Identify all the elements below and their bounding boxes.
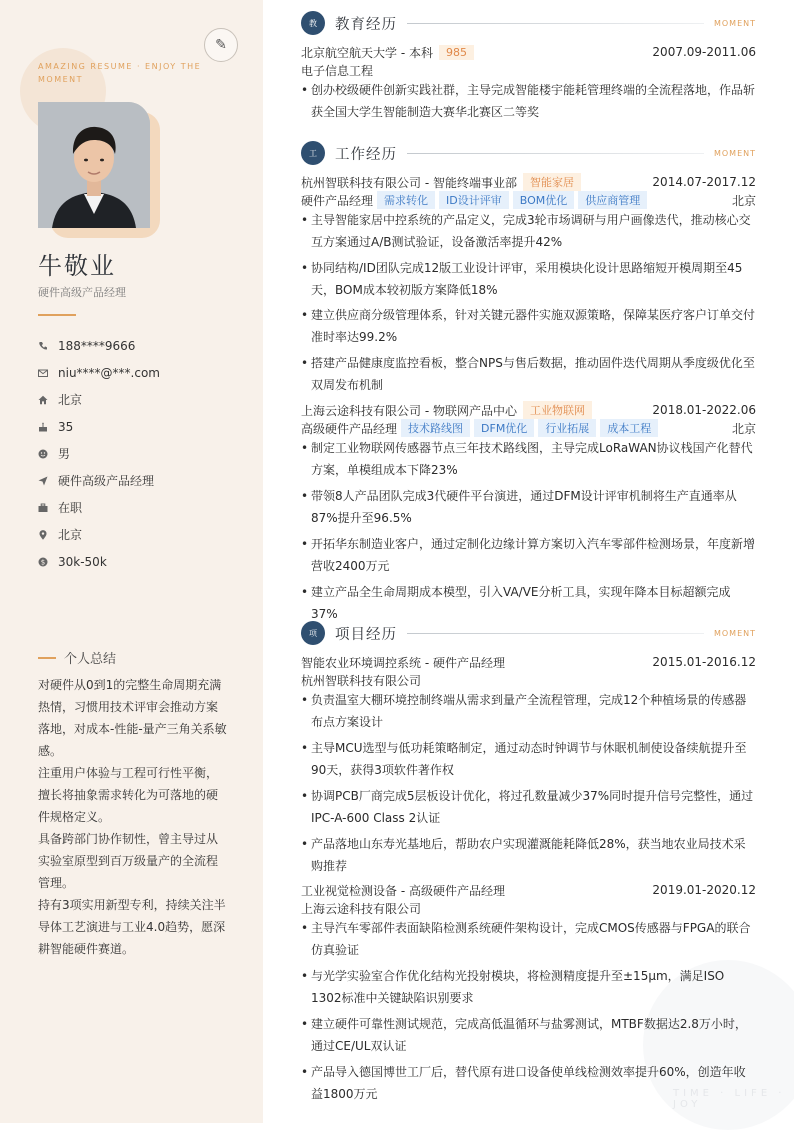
section-divider xyxy=(407,23,704,24)
location-pin-icon xyxy=(38,530,48,540)
project-company: 杭州智联科技有限公司 xyxy=(301,673,422,688)
bullet-item: • 负责温室大棚环境控制终端从需求到量产全流程管理，完成12个种植场景的传感器布点方案设计 xyxy=(301,689,756,733)
summary-paragraph: 对硬件从0到1的完整生命周期充满热情，习惯用技术评审会推动方案落地，对成本-性能-量产三角关系敏感。 xyxy=(38,678,227,758)
phone-icon xyxy=(38,341,48,351)
bullet-item: • 主导MCU选型与低功耗策略制定，通过动态时钟调节与休眠机制使设备续航提升至90天，获得3项软件著作权 xyxy=(301,737,756,781)
title-divider xyxy=(38,314,76,316)
job-city: 北京 xyxy=(731,193,756,208)
info-age: 35 xyxy=(38,413,160,440)
person-title: 硬件高级产品经理 xyxy=(38,286,126,299)
bullet-item: • 建立硬件可靠性测试规范，完成高低温循环与盐雾测试，MTBF数据达2.8万小时，通过CE/UL双认证 xyxy=(301,1013,756,1057)
skill-tag: 成本工程 xyxy=(600,419,658,437)
bullet-item: • 带领8人产品团队完成3代硬件平台演进，通过DFM设计评审机制将生产直通率从87%提升至96.5% xyxy=(301,485,756,529)
education-header-row xyxy=(301,43,756,61)
skill-tag: DFM优化 xyxy=(474,419,534,437)
section-projects-header xyxy=(301,620,756,646)
send-icon xyxy=(38,476,48,486)
industry-tag: 工业物联网 xyxy=(523,401,592,419)
sidebar xyxy=(0,0,263,1123)
summary-accent-bar xyxy=(38,657,56,659)
industry-tag: 智能家居 xyxy=(523,173,581,191)
gender-icon xyxy=(38,449,48,459)
summary-heading: 个人总结 xyxy=(38,648,116,667)
project-date: 2015.01-2016.12 xyxy=(652,655,756,669)
job-date: 2014.07-2017.12 xyxy=(652,175,756,189)
bullet-item: • 主导汽车零部件表面缺陷检测系统硬件架构设计，完成CMOS传感器与FPGA的联合仿真验证 xyxy=(301,917,756,961)
bullet-item: • 协调PCB厂商完成5层板设计优化，将过孔数量减少37%同时提升信号完整性，通过IPC-A-600 Class 2认证 xyxy=(301,785,756,829)
project-company-row xyxy=(301,899,756,917)
section-title: 教育经历 xyxy=(335,16,397,33)
section-moment-label: MOMENT xyxy=(713,148,756,158)
skill-tag: 技术路线图 xyxy=(401,419,470,437)
job-header-row xyxy=(301,401,756,419)
section-divider xyxy=(407,153,704,154)
summary-paragraph: 具备跨部门协作韧性，曾主导过从实验室原型到百万级量产的全流程管理。 xyxy=(38,832,219,890)
project-company-row xyxy=(301,671,756,689)
bullet-item: • 产品导入德国博世工厂后，替代原有进口设备使单线检测效率提升60%，创造年收益1800万元 xyxy=(301,1061,756,1105)
info-email: niu****@***.com xyxy=(38,359,160,386)
info-location: 北京 xyxy=(38,521,160,548)
skill-tag: 行业拓展 xyxy=(538,419,596,437)
job-role-row xyxy=(301,191,756,209)
job-header-row xyxy=(301,173,756,191)
watermark-text: TIME · LIFE · JOY xyxy=(673,1088,786,1110)
education-date: 2007.09-2011.06 xyxy=(652,45,756,59)
section-moment-label: MOMENT xyxy=(713,18,756,28)
project-company: 上海云途科技有限公司 xyxy=(301,901,422,916)
summary-text xyxy=(38,674,228,960)
job-city: 北京 xyxy=(731,421,756,436)
job-date: 2018.01-2022.06 xyxy=(652,403,756,417)
project-name: 工业视觉检测设备 - 高级硬件产品经理 xyxy=(301,883,505,898)
bullet-item: • 主导智能家居中控系统的产品定义，完成3轮市场调研与用户画像迭代，推动核心交互方案通过A/B测试验证，设备激活率提升42% xyxy=(301,209,756,253)
company-name: 上海云途科技有限公司 - 物联网产品中心 xyxy=(301,403,517,418)
major: 电子信息工程 xyxy=(301,63,374,78)
bullet-item: • 与光学实验室合作优化结构光投射模块，将检测精度提升至±15μm，满足ISO 1302标准中关键缺陷识别要求 xyxy=(301,965,756,1009)
bullet-item: • 开拓华东制造业客户，通过定制化边缘计算方案切入汽车零部件检测场景，年度新增营收2400万元 xyxy=(301,533,756,577)
summary-paragraph: 持有3项实用新型专利，持续关注半导体工艺演进与工业4.0趋势，愿深耕智能硬件赛道。 xyxy=(38,898,226,956)
section-work-header xyxy=(301,140,756,166)
info-target-position: 硬件高级产品经理 xyxy=(38,467,160,494)
education-major-row xyxy=(301,61,756,79)
home-icon xyxy=(38,395,48,405)
job-role-row xyxy=(301,419,756,437)
job-role: 硬件产品经理 xyxy=(301,193,374,208)
email-icon xyxy=(38,368,48,378)
cake-icon xyxy=(38,422,48,432)
job-role: 高级硬件产品经理 xyxy=(301,421,398,436)
bullet-item: • 创办校级硬件创新实践社群，主导完成智能楼宇能耗管理终端的全流程落地，作品斩获全国大学生智能制造大赛华北赛区二等奖 xyxy=(301,79,756,123)
bullet-item: • 建立供应商分级管理体系，针对关键元器件实施双源策略，保障某医疗客户订单交付准时率达99.2% xyxy=(301,304,756,348)
bullet-item: • 建立产品全生命周期成本模型，引入VA/VE分析工具，实现年降本目标超额完成37% xyxy=(301,581,756,625)
skill-tag: BOM优化 xyxy=(513,191,575,209)
bullet-item: • 产品落地山东寿光基地后，帮助农户实现灌溉能耗降低28%，获当地农业局技术采购推荐 xyxy=(301,833,756,877)
briefcase-icon xyxy=(38,503,48,513)
info-salary: $ 30k-50k xyxy=(38,548,160,575)
bullet-item: • 搭建产品健康度监控看板，整合NPS与售后数据，推动固件迭代周期从季度级优化至双周发布机制 xyxy=(301,352,756,396)
info-home: 北京 xyxy=(38,386,160,413)
skill-tag: 需求转化 xyxy=(377,191,435,209)
project-header-row xyxy=(301,881,756,899)
project-header-row xyxy=(301,653,756,671)
info-phone: 188****9666 xyxy=(38,332,160,359)
section-badge: 教 xyxy=(301,11,325,35)
project-name: 智能农业环境调控系统 - 硬件产品经理 xyxy=(301,655,505,670)
bullet-item: • 协同结构/ID团队完成12版工业设计评审，采用模块化设计思路缩短开模周期至45天，BOM成本较初版方案降低18% xyxy=(301,257,756,301)
skill-tag: 供应商管理 xyxy=(578,191,647,209)
svg-text:$: $ xyxy=(40,557,46,566)
section-badge: 工 xyxy=(301,141,325,165)
edit-pen-icon[interactable]: ✎ xyxy=(204,28,238,62)
contact-info-list xyxy=(38,332,160,575)
section-moment-label: MOMENT xyxy=(713,628,756,638)
bullet-item: • 制定工业物联网传感器节点三年技术路线图，主导完成LoRaWAN协议栈国产化替代方案，单模组成本下降23% xyxy=(301,437,756,481)
person-name: 牛敬业 xyxy=(38,252,116,280)
info-job-status: 在职 xyxy=(38,494,160,521)
school-name: 北京航空航天大学 - 本科 xyxy=(301,45,433,60)
project-date: 2019.01-2020.12 xyxy=(652,883,756,897)
avatar xyxy=(38,102,150,228)
section-education-header xyxy=(301,10,756,36)
section-badge: 项 xyxy=(301,621,325,645)
summary-paragraph: 注重用户体验与工程可行性平衡，擅长将抽象需求转化为可落地的硬件规格定义。 xyxy=(38,766,219,824)
section-title: 工作经历 xyxy=(335,146,397,163)
motto-text: AMAZING RESUME · ENJOY THE MOMENT xyxy=(38,62,202,84)
section-divider xyxy=(407,633,704,634)
main-content xyxy=(263,0,794,1123)
skill-tag: ID设计评审 xyxy=(439,191,509,209)
section-title: 项目经历 xyxy=(335,626,397,643)
company-name: 杭州智联科技有限公司 - 智能终端事业部 xyxy=(301,175,517,190)
info-gender: 男 xyxy=(38,440,160,467)
school-tag: 985 xyxy=(439,45,474,60)
salary-icon xyxy=(38,557,48,567)
